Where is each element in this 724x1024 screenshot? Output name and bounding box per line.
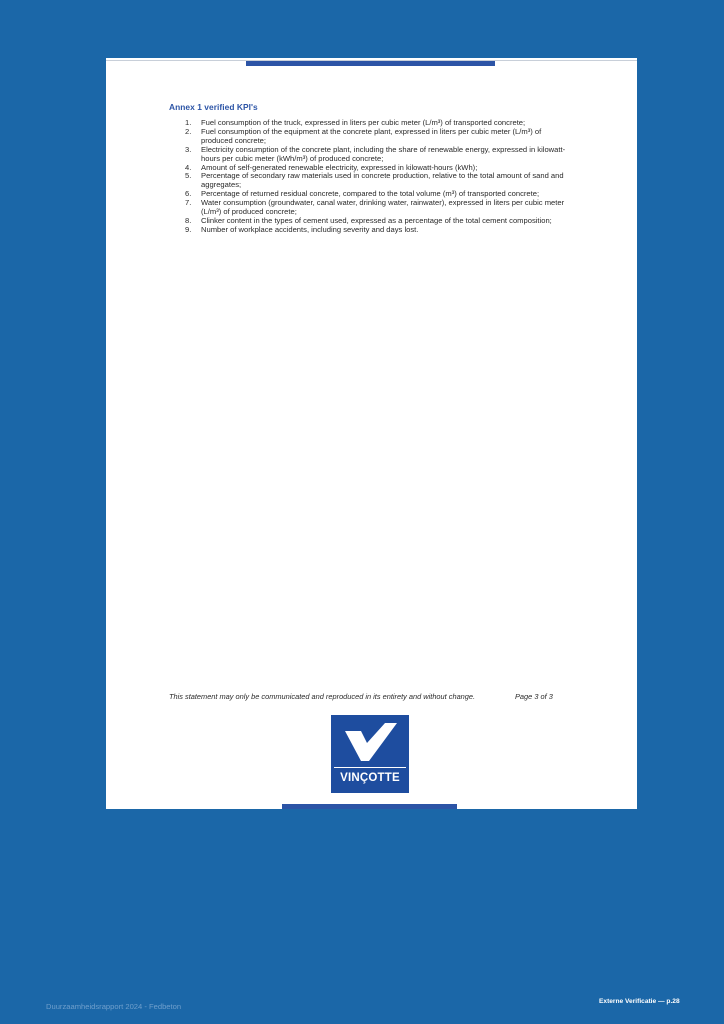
footer-page-label: Externe Verificatie — p.28 [599,998,680,1005]
kpi-number: 9. [185,224,192,234]
kpi-text: Water consumption (groundwater, canal water, drinking water, rainwater), expressed in liters per cubic meter (L/m³) of produced concrete; [201,198,565,217]
kpi-item [180,128,566,146]
kpi-number: 8. [185,215,192,225]
kpi-item [180,172,566,190]
kpi-text: Number of workplace accidents, including severity and days lost. [201,224,419,234]
kpi-item [180,146,566,164]
checkmark-v-icon [331,715,409,771]
kpi-number: 4. [185,162,192,172]
kpi-text: Clinker content in the types of cement used, expressed as a percentage of the total cement composition; [201,215,552,225]
kpi-text: Amount of self-generated renewable electricity, expressed in kilowatt-hours (kWh); [201,162,478,172]
kpi-text: Percentage of secondary raw materials used in concrete production, relative to the total amount of sand and aggregates; [201,171,564,190]
annex-title: Annex 1 verified KPI's [169,102,258,112]
kpi-text: Electricity consumption of the concrete plant, including the share of renewable energy, expressed in kilowatt-hours per cubic meter (kWh/m³) of produced concrete; [201,144,566,163]
kpi-number: 1. [185,118,192,127]
kpi-item [180,199,566,217]
vincotte-logo [331,715,409,793]
kpi-number: 5. [185,171,192,181]
footer-report-title: Duurzaamheidsrapport 2024 - Fedbeton [46,1002,182,1011]
verification-statement-sheet [106,58,637,809]
bottom-accent-bar [282,804,457,809]
kpi-number: 6. [185,189,192,199]
kpi-number: 3. [185,144,192,154]
logo-text: VINÇOTTE [340,772,400,784]
kpi-number: 7. [185,198,192,208]
statement-notice: This statement may only be communicated and reproduced in its entirety and without change. [169,692,476,701]
logo-divider [334,767,406,768]
kpi-text: Fuel consumption of the equipment at the concrete plant, expressed in liters per cubic meter (L/m³) of produced concrete; [201,126,542,145]
kpi-text: Percentage of returned residual concrete, compared to the total volume (m³) of transported concrete; [201,189,540,199]
page-number: Page 3 of 3 [515,692,553,701]
kpi-text: Fuel consumption of the truck, expressed in liters per cubic meter (L/m³) of transported concrete; [201,118,526,127]
kpi-list [180,119,566,235]
kpi-number: 2. [185,126,192,136]
kpi-item [180,226,566,235]
top-accent-bar [246,61,495,66]
